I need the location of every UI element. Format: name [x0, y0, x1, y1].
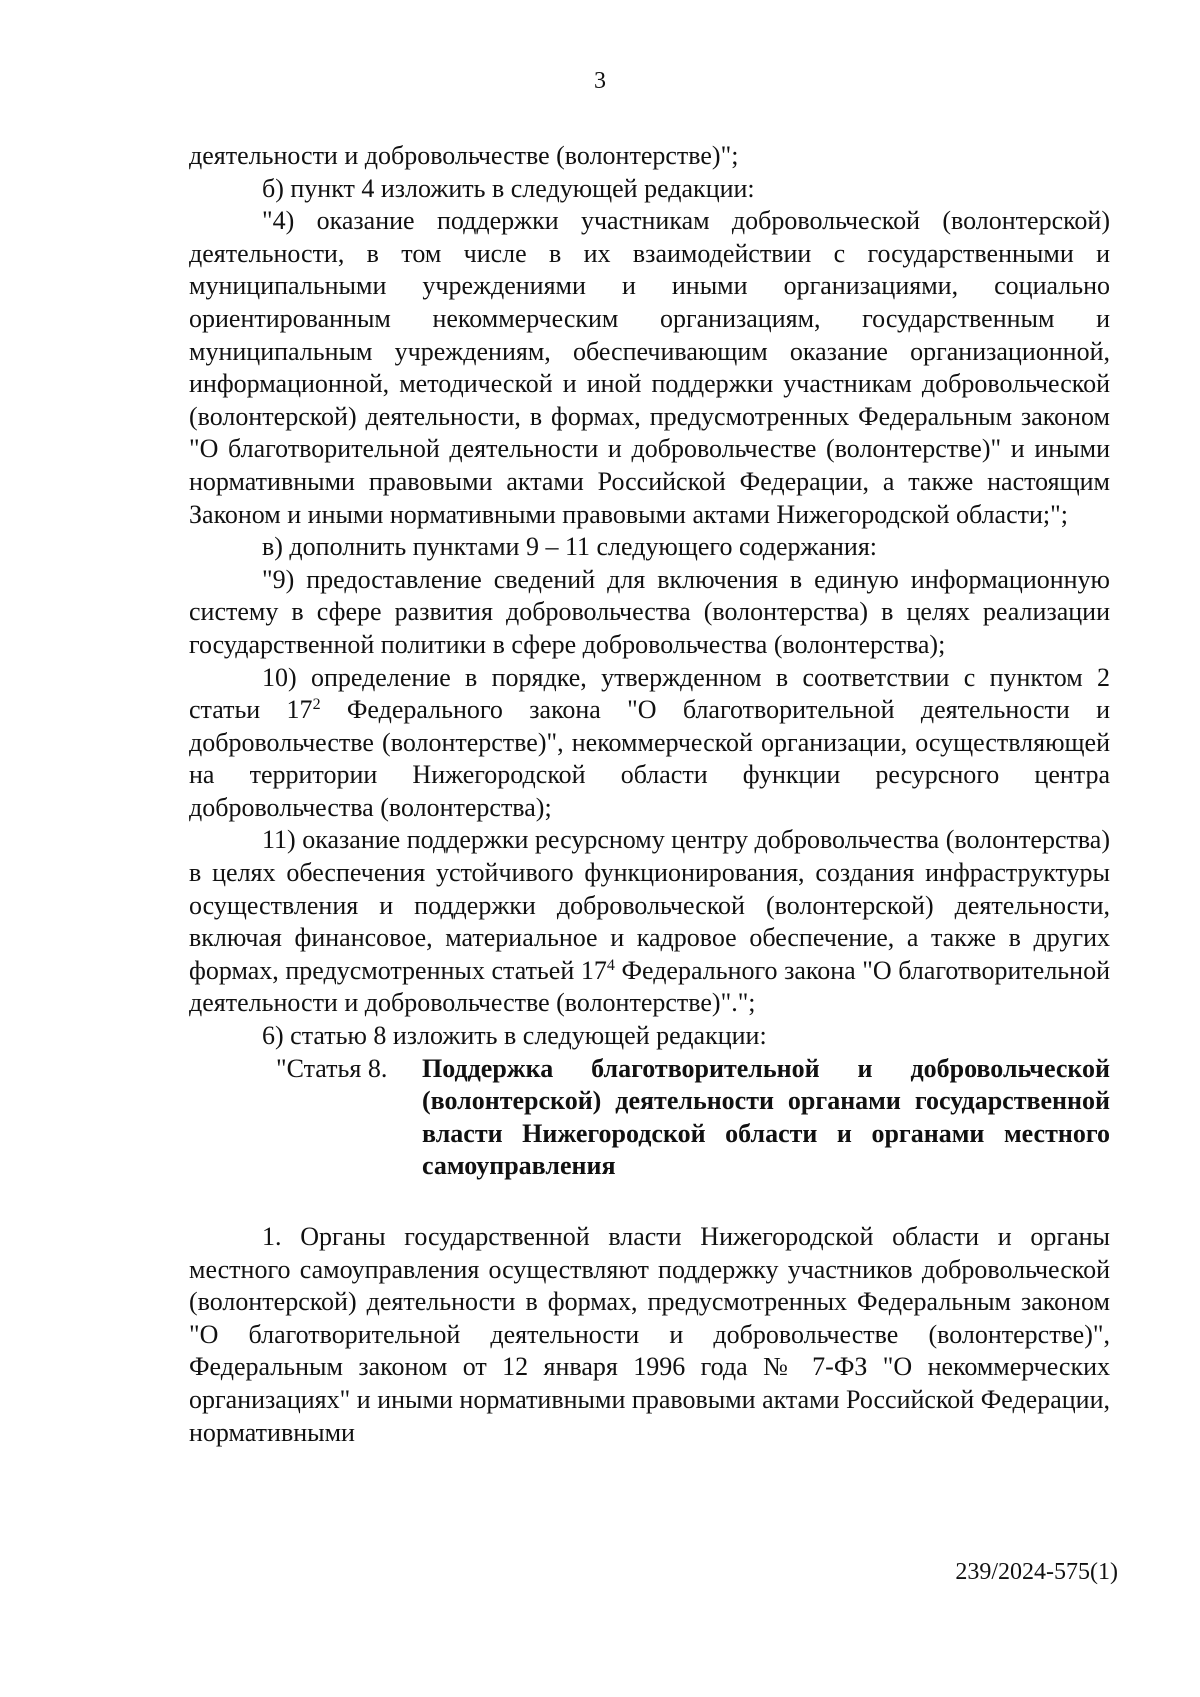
paragraph-item-b: б) пункт 4 изложить в следующей редакции: [262, 173, 755, 203]
document-body [189, 140, 1110, 1449]
superscript-4: 4 [606, 956, 615, 974]
document-code: 239/2024-575(1) [955, 1559, 1118, 1585]
point-10-text-end: Федерального закона "О благотворительной деятельности и добровольчестве (волонтерстве)", некоммерческой организации, осуществляющей на территории Нижегородской области функции ресурсного центра добровольчества (волонтерства); [189, 695, 1110, 822]
point-10-text-start: 10) определение в порядке, утвержденном в соответствии с пунктом 2 статьи 17 [189, 662, 1110, 725]
paragraph-point-11 [189, 824, 1110, 1020]
paragraph-continuation: деятельности и добровольчестве (волонтерстве)"; [189, 141, 739, 170]
paragraph-item-v: в) дополнить пунктами 9 – 11 следующего содержания: [262, 532, 878, 562]
superscript-2: 2 [312, 696, 321, 714]
page-number: 3 [594, 68, 606, 94]
article-title: Поддержка благотворительной и добровольческой (волонтерской) деятельности органами государственной власти Нижегородской области и органами местного самоуправления [422, 1053, 1110, 1181]
article-heading [189, 1053, 1110, 1183]
paragraph-point-4: "4) оказание поддержки участникам добровольческой (волонтерской) деятельности, в том числе в их взаимодействии с государственными и муниципальными учреждениями и иными организациями, социально ориентированным некоммерческим организациям, государственным и муниципальным учреждениям, обеспечивающим оказание организационной, информационной, методической и иной поддержки участникам добровольческой (волонтерской) деятельности, в формах, предусмотренных Федеральным законом "О благотворительной деятельности и добровольчестве (волонтерстве)" и иными нормативными правовыми актами Российской Федерации, а также настоящим Законом и иными нормативными правовыми актами Нижегородской области;"; [189, 206, 1110, 529]
article-paragraph-1: 1. Органы государственной власти Нижегородской области и органы местного самоуправления осуществляют поддержку участников добровольческой (волонтерской) деятельности в формах, предусмотренных Федеральным законом "О благотворительной деятельности и добровольчестве (волонтерстве)", Федеральным законом от 12 января 1996 года № 7-ФЗ "О некоммерческих организациях" и иными нормативными правовыми актами Российской Федерации, нормативными [189, 1222, 1110, 1447]
point-11-text-end: Федерального закона "О благотворительной деятельности и добровольчестве (волонтерстве)"."; [189, 955, 1110, 1018]
paragraph-point-10 [189, 662, 1110, 825]
point-11-text-start: 11) оказание поддержки ресурсному центру добровольчества (волонтерства) в целях обеспечения устойчивого функционирования, создания инфраструктуры осуществления и поддержки добровольческой (волонтерской) деятельности, включая финансовое, материальное и кадровое обеспечение, а также в других формах, предусмотренных статьей 17 [189, 825, 1110, 985]
paragraph-item-6: 6) статью 8 изложить в следующей редакции: [262, 1021, 767, 1051]
article-number: "Статья 8. [276, 1053, 388, 1083]
paragraph-point-9: "9) предоставление сведений для включения в единую информационную систему в сфере развития добровольчества (волонтерства) в целях реализации государственной политики в сфере добровольчества (волонтерства); [189, 564, 1110, 659]
